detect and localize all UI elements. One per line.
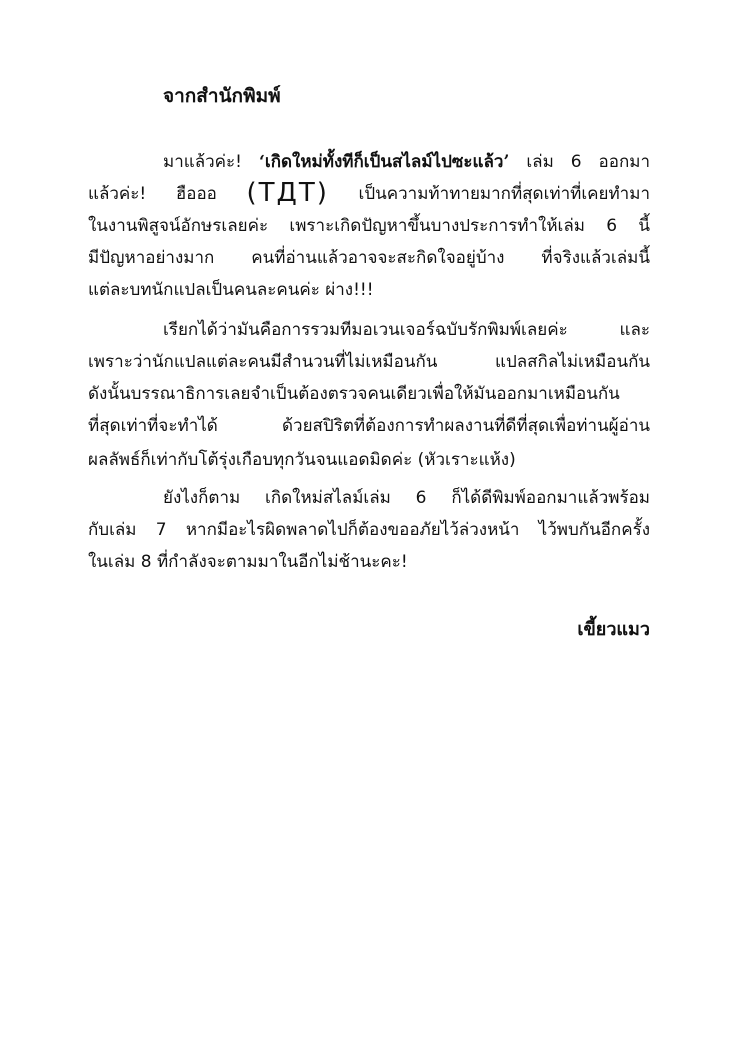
p1-l2-post: เป็นความท้าทายมากที่สุดเท่าที่เคยทำมา [328, 184, 650, 204]
paragraph-2-line-3: ดังนั้นบรรณาธิการเลยจำเป็นต้องตรวจคนเดียวเพื่อให้มันออกมาเหมือนกัน [88, 384, 620, 404]
paragraph-2-line-1: เรียกได้ว่ามันคือการรวมทีมอเวนเจอร์ฉบับรักพิมพ์เลยค่ะ และ [163, 320, 650, 340]
p1-l1-post: เล่ม 6 ออกมา [509, 152, 650, 172]
paragraph-1-line-5: แต่ละบทนักแปลเป็นคนละคนค่ะ ผ่าง!!! [88, 280, 374, 300]
p1-l1-pre: มาแล้วค่ะ! [163, 152, 259, 172]
paragraph-3-line-1: ยังไงก็ตาม เกิดใหม่สไลม์เล่ม 6 ก็ได้ดีพิมพ์ออกมาแล้วพร้อม [163, 488, 650, 508]
paragraph-1-line-2 [88, 180, 650, 208]
signature: เขี้ยวแมว [577, 619, 650, 640]
paragraph-1-line-4: มีปัญหาอย่างมาก คนที่อ่านแล้วอาจจะสะกิดใจอยู่บ้าง ที่จริงแล้วเล่มนี้ [88, 248, 650, 268]
paragraph-3-line-3: ในเล่ม 8 ที่กำลังจะตามมาในอีกไม่ช้านะคะ! [88, 552, 408, 572]
emoticon: (TДT) [246, 178, 329, 208]
paragraph-2-line-4: ที่สุดเท่าที่จะทำได้ ด้วยสปิริตที่ต้องการทำผลงานที่ดีที่สุดเพื่อท่านผู้อ่าน [88, 416, 650, 436]
paragraph-2-line-2: เพราะว่านักแปลแต่ละคนมีสำนวนที่ไม่เหมือนกัน แปลสกิลไม่เหมือนกัน [88, 352, 650, 372]
paragraph-3-line-2: กับเล่ม 7 หากมีอะไรผิดพลาดไปก็ต้องขออภัยไว้ล่วงหน้า ไว้พบกันอีกครั้ง [88, 520, 650, 540]
paragraph-1-line-3: ในงานพิสูจน์อักษรเลยค่ะ เพราะเกิดปัญหาขึ้นบางประการทำให้เล่ม 6 นี้ [88, 216, 650, 236]
p1-l2-pre: แล้วค่ะ! ฮือออ [88, 184, 247, 204]
book-title: ‘เกิดใหม่ทั้งทีก็เป็นสไลม์ไปซะแล้ว’ [258, 152, 510, 172]
paragraph-1-line-1 [163, 148, 650, 176]
page-heading: จากสำนักพิมพ์ [163, 85, 281, 107]
paragraph-2-line-5: ผลลัพธ์ก็เท่ากับโต้รุ่งเกือบทุกวันจนแอดมิดค่ะ (หัวเราะแห้ง) [88, 450, 516, 470]
